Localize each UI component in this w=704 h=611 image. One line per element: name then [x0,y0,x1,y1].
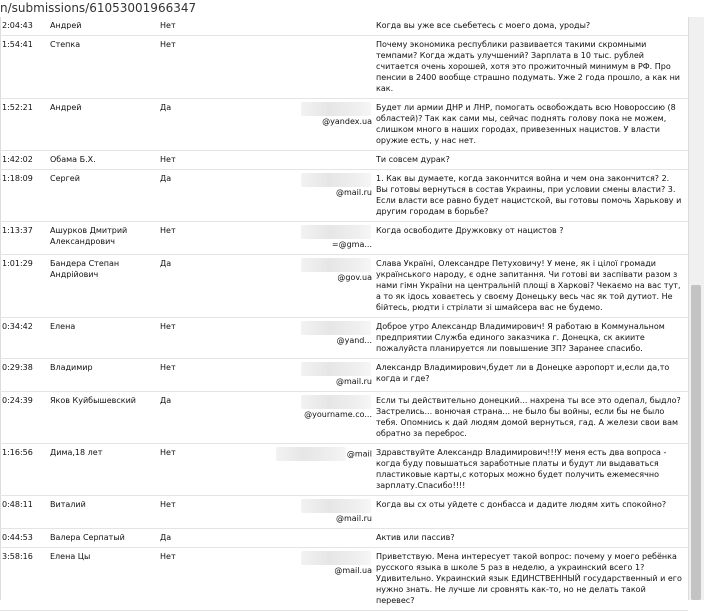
cell-question: Приветствую. Мена интересует такой вопрос: почему у моего ребёнка русского языка в школе 5 раз в неделю, а украинский всего 1? Удивительно. Украинский язык ЕДИНСТВЕННЫЙ государственный и его нужно знать. Не лучше ли сровнять как-то, но не делать такой перевес? [374,548,688,611]
cell-name: Андрей [48,17,158,36]
address-bar[interactable] [0,0,703,17]
redacted-email-blur [301,321,371,335]
redacted-email-blur [276,447,346,461]
email-domain: @mail.ru [335,188,372,197]
cell-email [268,548,374,611]
submissions-table-container [0,17,688,605]
scrollbar-thumb[interactable] [691,285,701,600]
redacted-email-blur [301,362,371,376]
cell-member: Нет [158,496,268,529]
email-domain: @mail.ru [335,377,372,386]
cell-time: 1:42:02 [0,151,48,170]
redacted-email-blur [301,225,371,239]
cell-email [268,99,374,151]
email-domain: @yourname.co... [304,410,372,419]
cell-time: 1:52:21 [0,99,48,151]
table-row [0,99,688,151]
cell-time: 0:29:38 [0,359,48,392]
cell-time: 1:13:37 [0,222,48,255]
cell-email [268,151,374,170]
cell-question: Будет ли армии ДНР и ЛНР, помогать освобождать всю Новороссию (8 областей)? Так как сами мы, сейчас поднять голову пока не можем, слишком много в наших городах, привезенных нацистов. У власти оружие есть, у нас нет. [374,99,688,151]
table-row [0,36,688,99]
cell-email [268,36,374,99]
redacted-email-blur [301,499,371,513]
cell-time: 0:48:11 [0,496,48,529]
cell-question: Когда освободите Дружковку от нацистов ? [374,222,688,255]
cell-question: Если ты действительно донецкий... нахрена ты все это одепал, быдло? Застрелись... вонючая страна... не было бы войны, если бы не было тебя. Опомнись к дай людям домой вернуться, гад. А желези свои вам обратно за переброс. [374,392,688,444]
cell-name: Дима,18 лет [48,444,158,496]
table-row [0,318,688,359]
cell-member: Нет [158,222,268,255]
redacted-email-blur [301,551,371,565]
submissions-table [0,17,688,611]
cell-time: 1:01:29 [0,255,48,318]
vertical-scrollbar[interactable] [688,17,704,600]
cell-email [268,392,374,444]
cell-name: Бандера Степан Андрійович [48,255,158,318]
cell-member: Нет [158,548,268,611]
table-row [0,255,688,318]
cell-email [268,318,374,359]
cell-name: Ашурков Дмитрий Александрович [48,222,158,255]
cell-email [268,255,374,318]
table-row [0,170,688,222]
redacted-email-blur [301,395,371,409]
cell-email [268,222,374,255]
redacted-email-blur [301,258,371,272]
cell-question: Ти совсем дурак? [374,151,688,170]
cell-question: Почему экономика республики развивается такими скромными темпами? Когда ждать улучшений? Зарплата в 10 тыс. рублей считается очень хорошей, хотя это прожиточный минимум в РФ. Про пенсии в 2400 вообще страшно подумать. Уже 2 года прошло, а как ни как. [374,36,688,99]
cell-name: Яков Куйбышевский [48,392,158,444]
cell-email [268,444,374,496]
email-domain: @mail.ua [334,566,372,575]
email-domain: @yand... [336,336,372,345]
url-text: n/submissions/61053001966347 [0,1,197,15]
table-row [0,529,688,548]
cell-name: Обама Б.Х. [48,151,158,170]
cell-name: Виталий [48,496,158,529]
cell-member: Нет [158,36,268,99]
cell-email [268,17,374,36]
cell-email [268,359,374,392]
cell-time: 1:18:09 [0,170,48,222]
cell-time: 2:04:43 [0,17,48,36]
cell-member: Нет [158,444,268,496]
table-row [0,444,688,496]
cell-member: Да [158,99,268,151]
table-row [0,496,688,529]
table-row [0,359,688,392]
cell-member: Нет [158,17,268,36]
cell-question: Александр Владимирович,будет ли в Донецке аэропорт и,если да,то когда и где? [374,359,688,392]
cell-name: Андрей [48,99,158,151]
cell-member: Да [158,529,268,548]
cell-name: Сергей [48,170,158,222]
redacted-email-blur [301,173,371,187]
cell-name: Валера Серпатый [48,529,158,548]
cell-question: 1. Как вы думаете, когда закончится война и чем она закончится? 2. Вы готовы вернуться в состав Украины, при условии смены власти? 3. Если власти все равно будет нацистской, вы готовы помочь Харькову и другим городам в борьбе? [374,170,688,222]
cell-time: 1:54:41 [0,36,48,99]
cell-question: Здравствуйте Александр Владимирович!!!У меня есть два вопроса - когда буду повышаться заработные платы и будут ли выдаваться пластиковые карты,с которых можно будет получить ежемесячно зарплату.Спасибо!!!! [374,444,688,496]
cell-question: Актив или пассив? [374,529,688,548]
cell-member: Нет [158,318,268,359]
email-domain: =@gma... [331,240,372,249]
email-domain: @mail [346,449,372,459]
cell-time: 1:16:56 [0,444,48,496]
cell-name: Елена Цы [48,548,158,611]
cell-email [268,170,374,222]
cell-time: 3:58:16 [0,548,48,611]
cell-name: Степка [48,36,158,99]
table-row [0,392,688,444]
cell-member: Да [158,170,268,222]
cell-member: Да [158,392,268,444]
cell-question: Доброе утро Александр Владимирович! Я работаю в Коммунальном предприятии Служба единого заказчика г. Донецка, ск акиите пожалуйста планируется ли повышение ЗП? Заранее спасибо. [374,318,688,359]
cell-member: Нет [158,359,268,392]
cell-name: Владимир [48,359,158,392]
cell-time: 0:24:39 [0,392,48,444]
cell-member: Нет [158,151,268,170]
table-row [0,222,688,255]
redacted-email-blur [301,102,371,116]
cell-question: Слава Україні, Олександре Петуховичу! У мене, як і цілої громади українського народу, є одне запитання. Чи готові ви заспівати разом з нами гімн України на центральній площі в Харкові? Чекаємо на вас тут, а то як ідось ховаєтесь у своєму Донецьку весь час як той дутиот. Не бійтесь, рюдти і стрілати зі шмайсера вас не будемо. [374,255,688,318]
cell-time: 0:34:42 [0,318,48,359]
cell-name: Елена [48,318,158,359]
cell-email [268,496,374,529]
cell-question: Когда вы уже все сьебетесь с моего дома, уроды? [374,17,688,36]
table-row [0,548,688,611]
table-row [0,151,688,170]
email-domain: @gov.ua [337,273,372,282]
email-domain: @mail.ru [335,514,372,523]
cell-member: Да [158,255,268,318]
cell-question: Когда вы сх оты уйдете с донбасса и дадите людям хить спокойно? [374,496,688,529]
cell-email [268,529,374,548]
email-domain: @yandex.ua [322,117,372,126]
cell-time: 0:44:53 [0,529,48,548]
table-row [0,17,688,36]
